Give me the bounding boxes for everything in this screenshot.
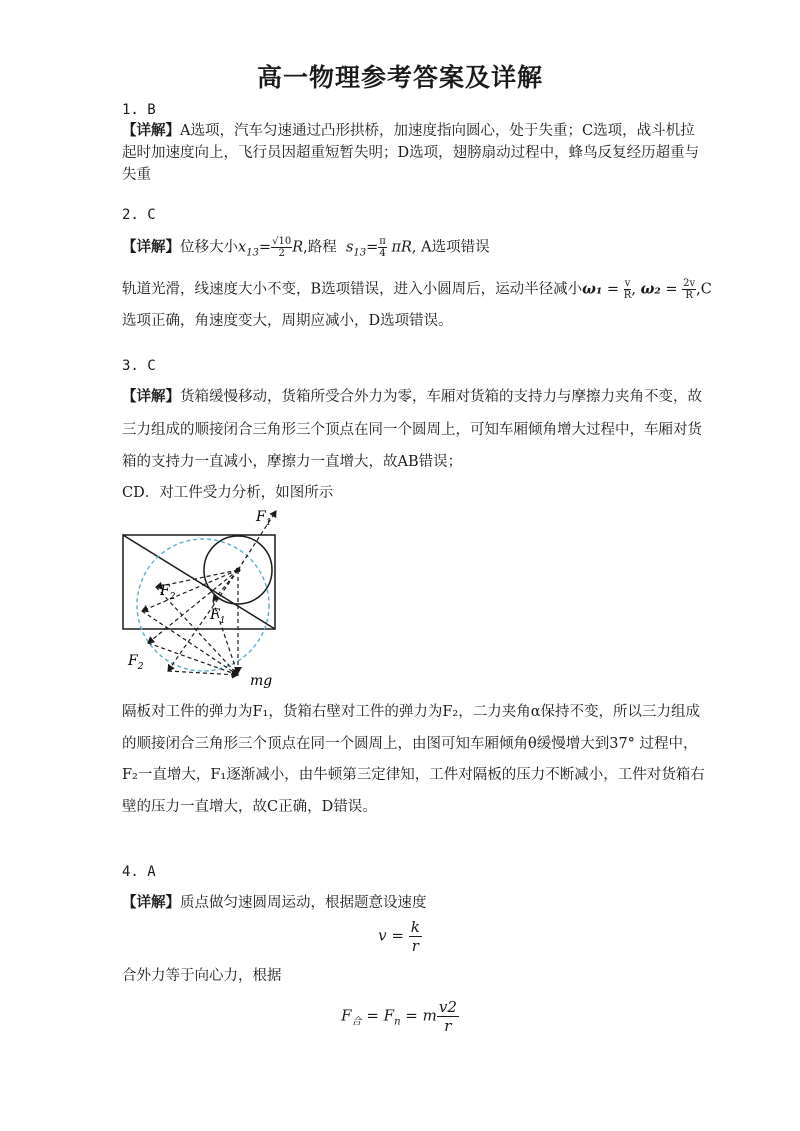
q2-disp-var: x <box>238 239 247 256</box>
q3-after4: 壁的压力一直增大，故C正确，D错误。 <box>122 799 377 815</box>
q2-omega2-num: 2v <box>683 278 696 289</box>
q4-eq2-num: v2 <box>438 998 457 1016</box>
center-dot <box>236 568 241 573</box>
q4-eq2-lhs-sub: 合 <box>351 1016 362 1028</box>
q3-tag: 【详解】 <box>122 388 180 405</box>
q4-eq2-frac <box>437 998 459 1035</box>
q2-disp-sub: 13 <box>246 247 259 259</box>
q2-line2-a: 轨道光滑，线速度大小不变，B选项错误，进入小圆周后，运动半径减小 <box>122 281 583 298</box>
label-f1-mid: $F_1$ <box>210 607 226 626</box>
q2-line2-b: C <box>700 281 712 298</box>
q2-omega1-frac <box>624 278 632 301</box>
q4-tag: 【详解】 <box>122 894 180 911</box>
q2-omega2-den: R <box>685 290 693 301</box>
q2-number: 2. C <box>122 207 156 223</box>
q1-line2: 起时加速度向上，飞行员因超重短暂失明；D选项，翅膀扇动过程中，蜂鸟反复经历超重与 <box>122 145 700 161</box>
label-f2-inside: $F_2$ <box>160 583 176 602</box>
q2-disp-r: R <box>292 239 304 256</box>
q1-text-1: A选项，汽车匀速通过凸形拱桥，加速度指向圆心，处于失重；C选项，战斗机拉 <box>180 123 695 139</box>
q3-after3: F₂一直增大，F₁逐渐减小，由牛顿第三定律知，工件对隔板的压力不断减小，工件对货箱右 <box>122 767 705 783</box>
label-f2-outside: $F_2$ <box>128 653 144 672</box>
force-diagram <box>118 505 288 695</box>
q4-line1-text: 质点做匀速圆周运动，根据题意设速度 <box>180 895 427 911</box>
q2-path-tail: πR <box>391 239 412 256</box>
q2-line3: 选项正确，角速度变大，周期应减小，D选项错误。 <box>122 313 453 329</box>
q1-number: 1. B <box>122 102 156 118</box>
partition-board <box>123 535 275 629</box>
q2-disp-den: 2 <box>278 248 285 259</box>
q2-path-end: A选项错误 <box>421 239 490 256</box>
q1-line3: 失重 <box>122 167 151 183</box>
q4-eq1-den: r <box>411 937 419 955</box>
q2-path-var: s <box>345 239 354 256</box>
q2-omega1-num: v <box>624 278 631 289</box>
q3-line2: 三力组成的顺接闭合三角形三个顶点在同一个圆周上，可知车厢倾角增大过程中，车厢对货 <box>122 422 702 438</box>
q2-line1: 【详解】位移大小$x_{13}=$ $\frac{√10}{2}$ R,路程 $s_{13}=$ $\frac{\pi}{4}$ πR, A选项错误 <box>122 236 490 259</box>
label-mg: mg <box>250 673 273 689</box>
q4-eq1-frac <box>409 918 422 955</box>
q2-disp-frac <box>271 236 292 259</box>
q3-line4: CD．对工件受力分析，如图所示 <box>122 485 334 501</box>
q2-path-sub: 13 <box>353 247 367 259</box>
q4-eq2-den: r <box>444 1017 452 1035</box>
q4-eq1-num: k <box>410 918 420 936</box>
q3-after2: 的顺接闭合三角形三个顶点在同一个圆周上，由图可知车厢倾角θ缓慢增大到37° 过程中， <box>122 736 698 752</box>
q3-line1-text: 货箱缓慢移动，货箱所受合外力为零，车厢对货箱的支持力与摩擦力夹角不变，故 <box>180 389 702 405</box>
q4-equation-1 <box>0 918 800 955</box>
q3-after1: 隔板对工件的弹力为F₁，货箱右壁对工件的弹力为F₂，二力夹角α保持不变，所以三力组成 <box>122 704 701 720</box>
q2-omega2-frac <box>682 278 696 301</box>
q2-path-frac <box>378 236 387 259</box>
q4-eq1-lhs: v = <box>378 926 404 945</box>
q4-eq2-mid-sub: n <box>394 1016 401 1028</box>
dash-line-3 <box>148 570 238 643</box>
q2-path-num: π <box>379 236 386 247</box>
q3-line1 <box>122 387 702 407</box>
label-f1-top: $F_1$ <box>256 509 272 528</box>
q4-line1 <box>122 893 427 913</box>
q3-line3: 箱的支持力一直减小，摩擦力一直增大，故AB错误； <box>122 454 463 470</box>
q4-line2: 合外力等于向心力，根据 <box>122 968 282 984</box>
q4-equation-2 <box>0 998 800 1035</box>
q2-tag: 【详解】 <box>122 238 180 256</box>
q2-path-label: 路程 <box>307 239 337 256</box>
dash-line-5 <box>156 587 238 675</box>
q2-omega1: ω₁ <box>582 280 603 298</box>
q2-line2: 轨道光滑，线速度大小不变，B选项错误，进入小圆周后，运动半径减小ω₁ = $\frac{v}{R}$ , ω₂ = $\frac{2v}{R}$ ,C <box>122 278 712 301</box>
q2-path-den: 4 <box>379 248 386 259</box>
q2-disp-num: √10 <box>272 236 292 247</box>
page-title: 高一物理参考答案及详解 <box>256 63 543 92</box>
q2-omega1-den: R <box>623 290 632 301</box>
q2-omega2: ω₂ <box>640 280 661 298</box>
q4-eq2-mid: = F <box>366 1006 395 1025</box>
q4-eq2-eq: = m <box>405 1006 437 1025</box>
q4-number: 4. A <box>122 864 156 880</box>
q1-tag: 【详解】 <box>122 122 180 139</box>
q4-eq2-lhs: F <box>341 1006 352 1025</box>
q3-number: 3. C <box>122 358 156 374</box>
q1-line1 <box>122 121 695 141</box>
q2-disp-label: 位移大小 <box>180 239 238 256</box>
